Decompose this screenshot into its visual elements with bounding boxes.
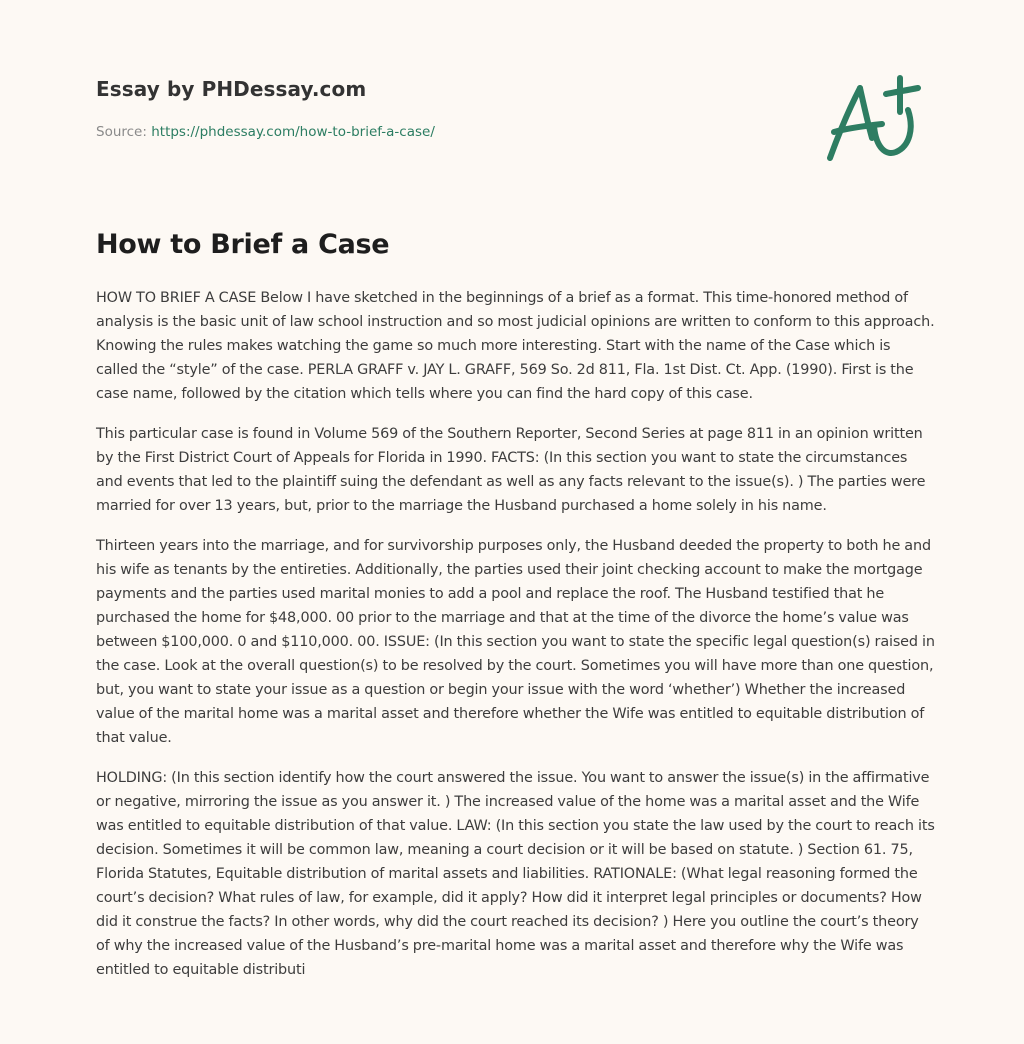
article-body bbox=[96, 286, 936, 998]
article-title: How to Brief a Case bbox=[96, 229, 390, 260]
site-brand: Essay by PHDessay.com bbox=[96, 77, 367, 101]
source-label: Source: bbox=[96, 124, 147, 140]
article-paragraph: Thirteen years into the marriage, and for survivorship purposes only, the Husband deeded the property to both he and his wife as tenants by the entireties. Additionally, the parties used their joint checking account to make the mortgage payments and the parties used marital monies to add a pool and replace the roof. The Husband testified that he purchased the home for $48,000. 00 prior to the marriage and that at the time of the divorce the home’s value was between $100,000. 0 and $110,000. 00. ISSUE: (In this section you want to state the specific legal question(s) raised in the case. Look at the overall question(s) to be resolved by the court. Sometimes you will have more than one question, but, you want to state your issue as a question or begin your issue with the word ‘whether’) Whether the increased value of the marital home was a marital asset and therefore whether the Wife was entitled to equitable distribution of that value. bbox=[96, 538, 935, 746]
source-line bbox=[96, 122, 796, 142]
article-paragraph: HOLDING: (In this section identify how the court answered the issue. You want to answer the issue(s) in the affirmative or negative, mirroring the issue as you answer it. ) The increased value of the home was a marital asset and the Wife was entitled to equitable distribution of that value. LAW: (In this section you state the law used by the court to reach its decision. Sometimes it will be common law, meaning a court decision or it will be based on statute. ) Section 61. 75, Florida Statutes, Equitable distribution of marital assets and liabilities. RATIONALE: (What legal reasoning formed the court’s decision? What rules of law, for example, did it apply? How did it interpret legal principles or documents? How did it construe the facts? In other words, why did the court reached its decision? ) Here you outline the court’s theory of why the increased value of the Husband’s pre-marital home was a marital asset and therefore why the Wife was entitled to equitable distributi bbox=[96, 770, 935, 978]
a-plus-grade-icon bbox=[820, 66, 930, 166]
article-paragraph: This particular case is found in Volume 569 of the Southern Reporter, Second Series at page 811 in an opinion written by the First District Court of Appeals for Florida in 1990. FACTS: (In this section you want to state the circumstances and events that led to the plaintiff suing the defendant as well as any facts relevant to the issue(s). ) The parties were married for over 13 years, but, prior to the marriage the Husband purchased a home solely in his name. bbox=[96, 426, 926, 514]
source-link[interactable]: https://phdessay.com/how-to-brief-a-case/ bbox=[151, 124, 435, 140]
page-header bbox=[96, 74, 796, 142]
article-paragraph: HOW TO BRIEF A CASE Below I have sketched in the beginnings of a brief as a format. This time-honored method of analysis is the basic unit of law school instruction and so most judicial opinions are written to conform to this approach. Knowing the rules makes watching the game so much more interesting. Start with the name of the Case which is called the “style” of the case. PERLA GRAFF v. JAY L. GRAFF, 569 So. 2d 811, Fla. 1st Dist. Ct. App. (1990). First is the case name, followed by the citation which tells where you can find the hard copy of this case. bbox=[96, 290, 935, 402]
